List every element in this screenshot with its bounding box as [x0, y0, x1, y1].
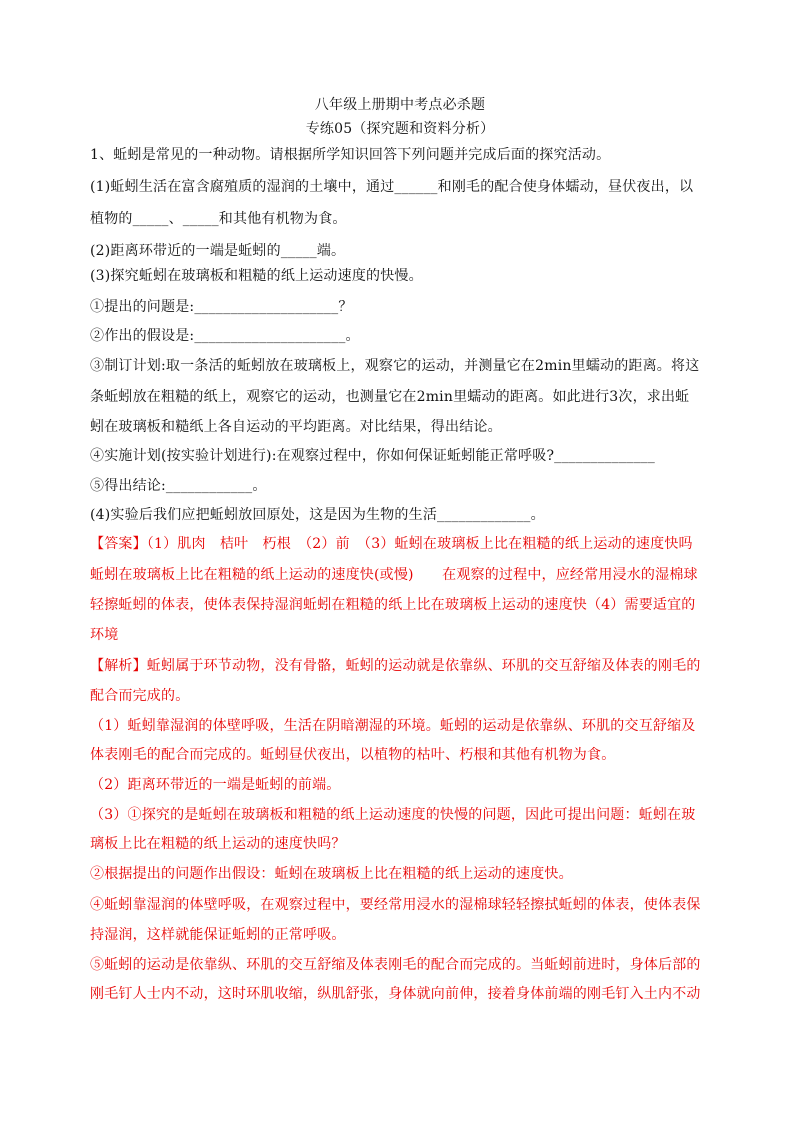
answer-line: 环境 [90, 627, 119, 643]
analysis-line: 持湿润，这样就能保证蚯蚓的正常呼吸。 [90, 927, 346, 943]
analysis-line: ②根据提出的问题作出假设：蚯蚓在玻璃板上比在粗糙的纸上运动的速度快。 [90, 866, 573, 882]
question-line: 植物的_____、_____和其他有机物为食。 [90, 211, 347, 227]
question-line: ④实施计划(按实验计划进行):在观察过程中，你如何保证蚯蚓能正常呼吸?______________ [90, 448, 655, 464]
question-line: (3)探究蚯蚓在玻璃板和粗糙的纸上运动速度的快慢。 [90, 268, 423, 284]
question-line: (2)距离环带近的一端是蚯蚓的_____端。 [90, 243, 346, 259]
answer-line: 蚯蚓在玻璃板上比在粗糙的纸上运动的速度快(或慢) 在观察的过程中，应经常用浸水的湿棉球 [90, 567, 698, 583]
analysis-line: （3）①探究的是蚯蚓在玻璃板和粗糙的纸上运动速度的快慢的问题，因此可提出问题：蚯蚓在玻 [90, 807, 696, 823]
analysis-line: 刚毛钉人士内不动，这时环肌收缩，纵肌舒张，身体就向前伸，接着身体前端的刚毛钉入土内不动 [90, 986, 701, 1002]
question-line: 蚓在玻璃板和糙纸上各自运动的平均距离。对比结果，得出结论。 [90, 419, 502, 435]
question-line: (1)蚯蚓生活在富含腐殖质的湿润的土壤中，通过______和刚毛的配合使身体蠕动，昼伏夜出，以 [90, 179, 694, 195]
analysis-line: 配合而完成的。 [90, 688, 190, 704]
analysis-line: （1）蚯蚓靠湿润的体壁呼吸，生活在阴暗潮湿的环境。蚯蚓的运动是依靠纵、环肌的交互舒缩及 [90, 718, 696, 734]
question-line: ②作出的假设是:_____________________。 [90, 328, 360, 344]
analysis-line: ④蚯蚓靠湿润的体壁呼吸，在观察过程中，要经常用浸水的湿棉球轻轻擦拭蚯蚓的体表，使体表保 [90, 897, 701, 913]
question-line: ①提出的问题是:____________________？ [90, 299, 353, 315]
analysis-line: 璃板上比在粗糙的纸上运动的速度快吗？ [90, 836, 346, 852]
analysis-line: ⑤蚯蚓的运动是依靠纵、环肌的交互舒缩及体表刚毛的配合而完成的。当蚯蚓前进时，身体后部的 [90, 957, 701, 973]
question-line: ③制订计划:取一条活的蚯蚓放在玻璃板上，观察它的运动，并测量它在2min里蠕动的距离。将这 [90, 358, 700, 374]
answer-line: 【答案】（1）肌肉 桔叶 朽根 （2）前 （3）蚯蚓在玻璃板上比在粗糙的纸上运动的速度快吗 [90, 536, 693, 552]
page-title: 八年级上册期中考点必杀题 [314, 97, 486, 113]
page-subtitle: 专练05（探究题和资料分析） [305, 121, 495, 137]
question-line: ⑤得出结论:____________。 [90, 478, 267, 494]
question-line: (4)实验后我们应把蚯蚓放回原处，这是因为生物的生活_____________。 [90, 507, 545, 523]
question-line: 条蚯蚓放在粗糙的纸上，观察它的运动，也测量它在2min里蠕动的距离。如此进行3次，求出蚯 [90, 389, 690, 405]
answer-line: 轻擦蚯蚓的体表，使体表保持湿润蚯蚓在粗糙的纸上比在玻璃板上运动的速度快（4）需要适宜的 [90, 597, 696, 613]
analysis-line: 体表刚毛的配合而完成的。蚯蚓昼伏夜出，以植物的枯叶、朽根和其他有机物为食。 [90, 747, 616, 763]
analysis-line: 【解析】蚯蚓属于环节动物，没有骨骼，蚯蚓的运动就是依靠纵、环肌的交互舒缩及体表的刚毛的 [90, 658, 701, 674]
analysis-line: （2）距离环带近的一端是蚯蚓的前端。 [90, 777, 341, 793]
question-line: 1、蚯蚓是常见的一种动物。请根据所学知识回答下列问题并完成后面的探究活动。 [90, 147, 611, 163]
